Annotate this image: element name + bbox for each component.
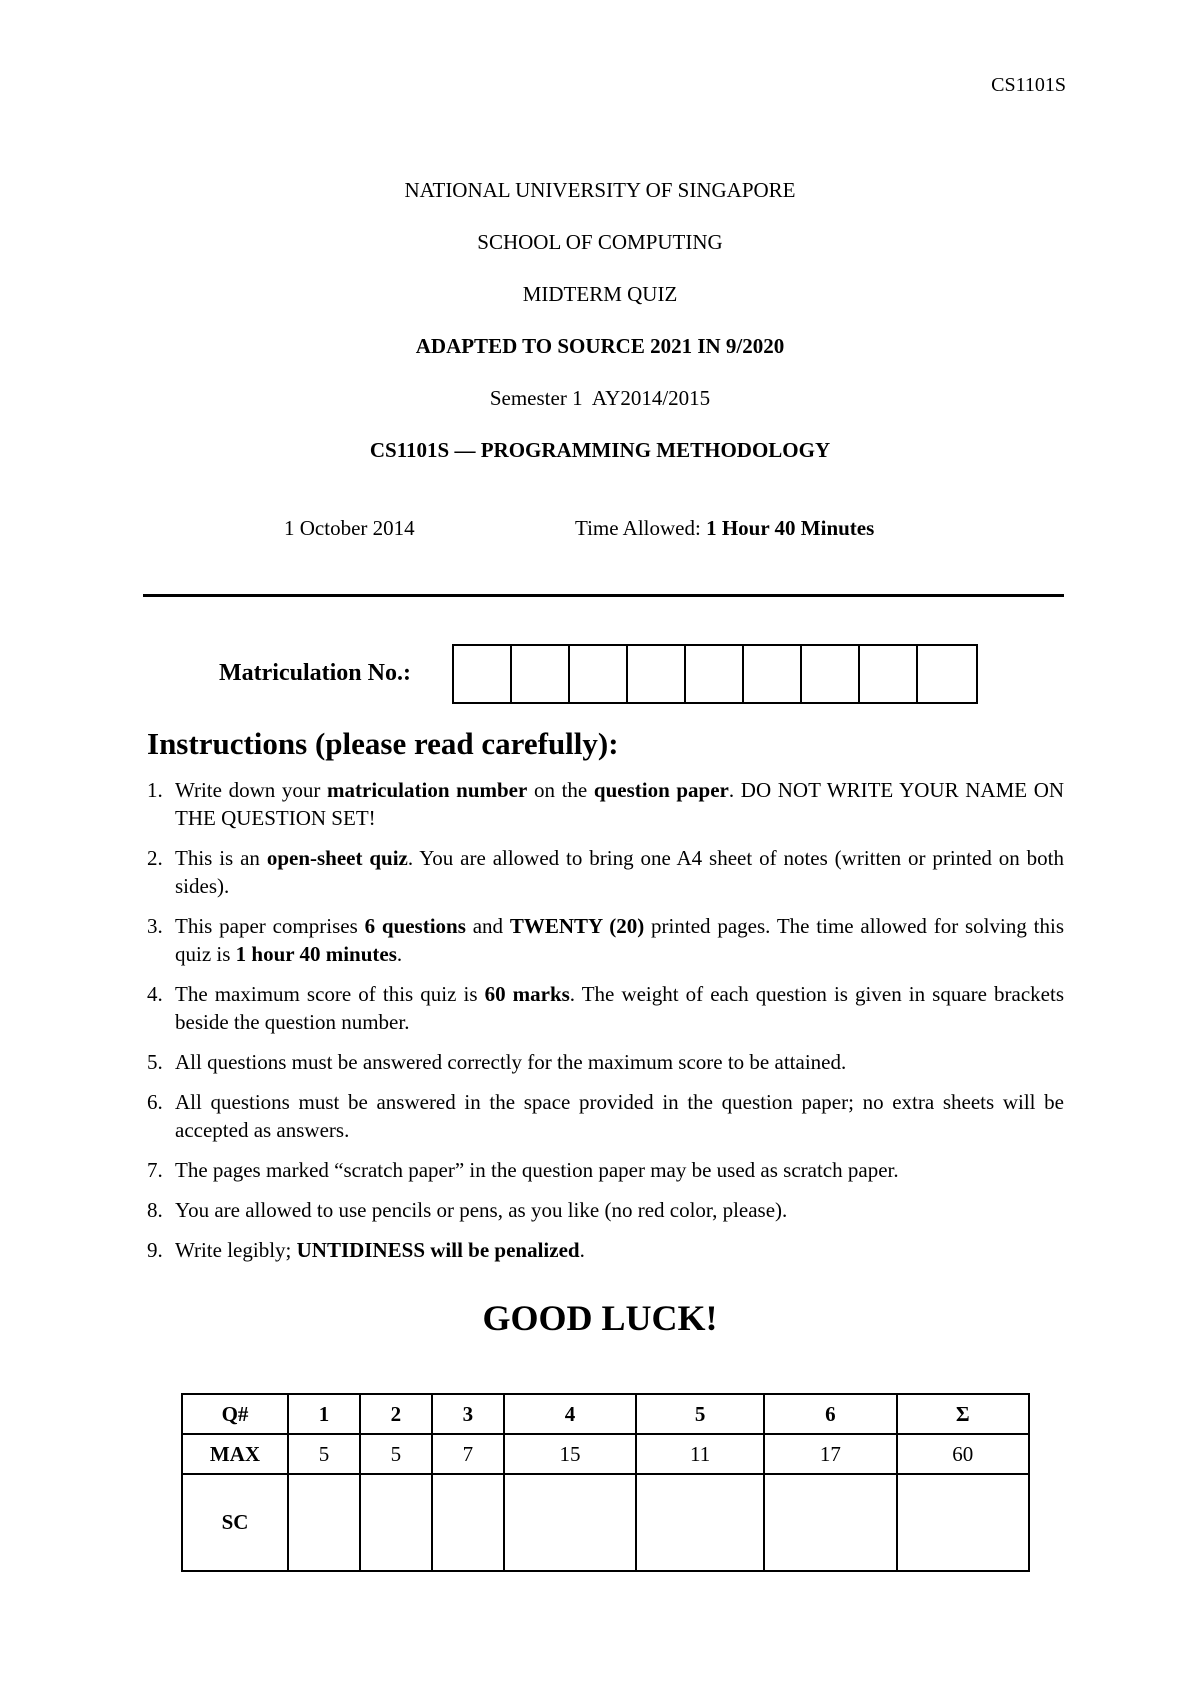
course-code-header: CS1101S [991, 74, 1066, 96]
instruction-item [147, 1048, 1064, 1076]
instruction-item [147, 844, 1064, 900]
instruction-text: All questions must be answered in the space provided in the question paper; no extra sheets will be accepted as answers. [175, 1090, 1064, 1142]
instruction-number: 7. [147, 1158, 163, 1182]
score-entry-cell[interactable] [764, 1474, 896, 1571]
semester-line: Semester 1 AY2014/2015 [489, 386, 711, 410]
max-score-cell: 60 [897, 1434, 1029, 1474]
time-allowed-label: Time Allowed: [575, 516, 707, 540]
instructions-list [147, 776, 1064, 1276]
instruction-number: 8. [147, 1198, 163, 1222]
instruction-text: This is an [175, 846, 267, 870]
instruction-number: 3. [147, 914, 163, 938]
instruction-text: . [396, 942, 403, 966]
score-table [181, 1393, 1030, 1572]
matriculation-digit-box[interactable] [454, 646, 512, 702]
question-number-cell: 4 [504, 1394, 636, 1434]
good-luck-text: GOOD LUCK! [482, 1298, 718, 1338]
adaptation-note: ADAPTED TO SOURCE 2021 IN 9/2020 [415, 334, 785, 358]
matriculation-digit-box[interactable] [918, 646, 976, 702]
max-score-cell: 5 [288, 1434, 360, 1474]
score-entry-cell[interactable] [897, 1474, 1029, 1571]
instruction-emphasis: 6 questions [364, 914, 466, 938]
exam-name: MIDTERM QUIZ [522, 282, 678, 306]
max-score-cell: 11 [636, 1434, 764, 1474]
exam-date: 1 October 2014 [284, 516, 415, 540]
course-title: CS1101S — PROGRAMMING METHODOLOGY [369, 438, 831, 462]
instruction-number: 2. [147, 846, 163, 870]
instructions-title: Instructions (please read carefully): [147, 726, 619, 761]
instruction-number: 6. [147, 1090, 163, 1114]
score-entry-cell[interactable] [288, 1474, 360, 1571]
score-table-score-row [182, 1474, 1029, 1571]
instruction-item [147, 1196, 1064, 1224]
instruction-emphasis: question paper [593, 778, 729, 802]
instruction-emphasis: matriculation number [327, 778, 528, 802]
horizontal-rule [143, 594, 1064, 597]
university-name: NATIONAL UNIVERSITY OF SINGAPORE [404, 178, 796, 202]
matriculation-boxes [452, 644, 978, 704]
instruction-item [147, 912, 1064, 968]
row-label-q: Q# [182, 1394, 288, 1434]
score-entry-cell[interactable] [360, 1474, 432, 1571]
instruction-text: This paper comprises [175, 914, 365, 938]
instruction-text: All questions must be answered correctly for the maximum score to be attained. [175, 1050, 847, 1074]
school-name: SCHOOL OF COMPUTING [477, 230, 723, 254]
score-entry-cell[interactable] [636, 1474, 764, 1571]
instruction-emphasis: TWENTY (20) [509, 914, 645, 938]
matriculation-digit-box[interactable] [860, 646, 918, 702]
instruction-text: . The weight of each question is given in square brackets beside the question number. [175, 982, 1064, 1034]
instruction-emphasis: open-sheet quiz [266, 846, 408, 870]
max-score-cell: 7 [432, 1434, 504, 1474]
matriculation-digit-box[interactable] [802, 646, 860, 702]
score-table-header-row [182, 1394, 1029, 1434]
question-number-cell: 5 [636, 1394, 764, 1434]
instruction-text: . DO NOT WRITE YOUR NAME ON THE QUESTION SET! [175, 778, 1065, 830]
row-label-sc: SC [182, 1474, 288, 1571]
instruction-number: 1. [147, 778, 163, 802]
matriculation-label: Matriculation No.: [219, 660, 411, 686]
time-allowed-value: 1 Hour 40 Minutes [706, 516, 875, 540]
question-number-cell: Σ [897, 1394, 1029, 1434]
matriculation-digit-box[interactable] [744, 646, 802, 702]
instruction-item [147, 980, 1064, 1036]
matriculation-digit-box[interactable] [686, 646, 744, 702]
instruction-text: on the [527, 778, 594, 802]
instruction-number: 5. [147, 1050, 163, 1074]
instruction-item [147, 1088, 1064, 1144]
instruction-number: 9. [147, 1238, 163, 1262]
max-score-cell: 5 [360, 1434, 432, 1474]
score-entry-cell[interactable] [432, 1474, 504, 1571]
instruction-text: . [579, 1238, 585, 1262]
score-entry-cell[interactable] [504, 1474, 636, 1571]
row-label-max: MAX [182, 1434, 288, 1474]
instruction-emphasis: 1 hour 40 minutes [235, 942, 397, 966]
time-allowed [575, 516, 874, 541]
instruction-text: printed pages. The time allowed for solving this quiz is [175, 914, 1065, 966]
instruction-text: You are allowed to use pencils or pens, as you like (no red color, please). [175, 1198, 788, 1222]
matriculation-digit-box[interactable] [512, 646, 570, 702]
matriculation-digit-box[interactable] [570, 646, 628, 702]
instruction-text: The pages marked “scratch paper” in the question paper may be used as scratch paper. [175, 1158, 899, 1182]
instruction-emphasis: UNTIDINESS will be penalized [296, 1238, 580, 1262]
question-number-cell: 1 [288, 1394, 360, 1434]
score-table-max-row [182, 1434, 1029, 1474]
instruction-item [147, 1156, 1064, 1184]
instruction-text: Write legibly; [175, 1238, 297, 1262]
question-number-cell: 3 [432, 1394, 504, 1434]
matriculation-digit-box[interactable] [628, 646, 686, 702]
instruction-item [147, 1236, 1064, 1264]
instruction-text: . You are allowed to bring one A4 sheet of notes (written or printed on both sides). [175, 846, 1064, 898]
question-number-cell: 6 [764, 1394, 896, 1434]
max-score-cell: 17 [764, 1434, 896, 1474]
instruction-text: and [465, 914, 510, 938]
instruction-text: Write down your [175, 778, 328, 802]
question-number-cell: 2 [360, 1394, 432, 1434]
instruction-item [147, 776, 1064, 832]
instruction-emphasis: 60 marks [484, 982, 570, 1006]
max-score-cell: 15 [504, 1434, 636, 1474]
instruction-number: 4. [147, 982, 163, 1006]
instruction-text: The maximum score of this quiz is [175, 982, 485, 1006]
